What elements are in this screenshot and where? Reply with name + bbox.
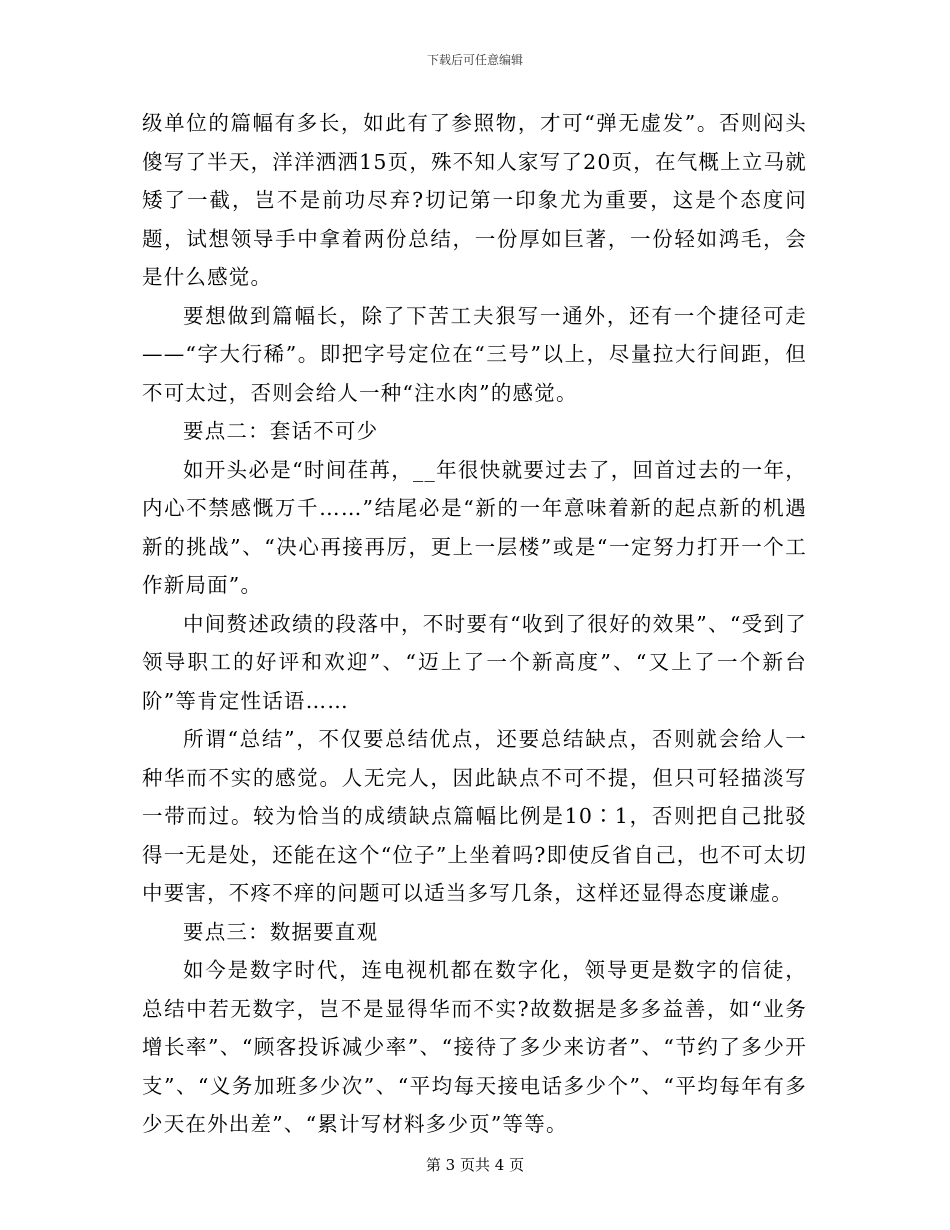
paragraph: 中间赘述政绩的段落中，不时要有“收到了很好的效果”、“受到了领导职工的好评和欢迎”、“迈上了一个新高度”、“又上了一个新台阶”等肯定性话语…… bbox=[142, 611, 807, 713]
paragraph-continuation: 级单位的篇幅有多长，如此有了参照物，才可“弹无虚发”。否则闷头傻写了半天，洋洋洒洒15页，殊不知人家写了20页，在气概上立马就矮了一截，岂不是前功尽弃?切记第一印象尤为重要，这是个态度问题，试想领导手中拿着两份总结，一份厚如巨著，一份轻如鸿毛，会是什么感觉。 bbox=[142, 111, 807, 289]
paragraph: 如开头必是“时间荏苒，__年很快就要过去了，回首过去的一年，内心不禁感慨万千……”结尾必是“新的一年意味着新的起点新的机遇新的挑战”、“决心再接再厉，更上一层楼”或是“一定努力打开一个工作新局面”。 bbox=[142, 457, 807, 597]
paragraph: 所谓“总结”，不仅要总结优点，还要总结缺点，否则就会给人一种华而不实的感觉。人无完人，因此缺点不可不提，但只可轻描淡写一带而过。较为恰当的成绩缺点篇幅比例是10∶1，否则把自己批驳得一无是处，还能在这个“位子”上坐着吗?即使反省自己，也不可太切中要害，不疼不痒的问题可以适当多写几条，这样还显得态度谦虚。 bbox=[142, 727, 807, 905]
paragraph: 要想做到篇幅长，除了下苦工夫狠写一通外，还有一个捷径可走——“字大行稀”。即把字号定位在“三号”以上，尽量拉大行间距，但不可太过，否则会给人一种“注水肉”的感觉。 bbox=[142, 303, 807, 405]
section-heading: 要点二：套话不可少 bbox=[183, 419, 379, 443]
paragraph: 如今是数字时代，连电视机都在数字化，领导更是数字的信徒，总结中若无数字，岂不是显得华而不实?故数据是多多益善，如“业务增长率”、“顾客投诉减少率”、“接待了多少来访者”、“节约了多少开支”、“义务加班多少次”、“平均每天接电话多少个”、“平均每年有多少天在外出差”、“累计写材料多少页”等等。 bbox=[142, 958, 807, 1136]
page-header: 下载后可任意编辑 bbox=[426, 53, 523, 67]
page-footer: 第 3 页共 4 页 bbox=[425, 1156, 525, 1174]
document-body bbox=[142, 104, 807, 1144]
section-heading: 要点三：数据要直观 bbox=[183, 919, 379, 944]
